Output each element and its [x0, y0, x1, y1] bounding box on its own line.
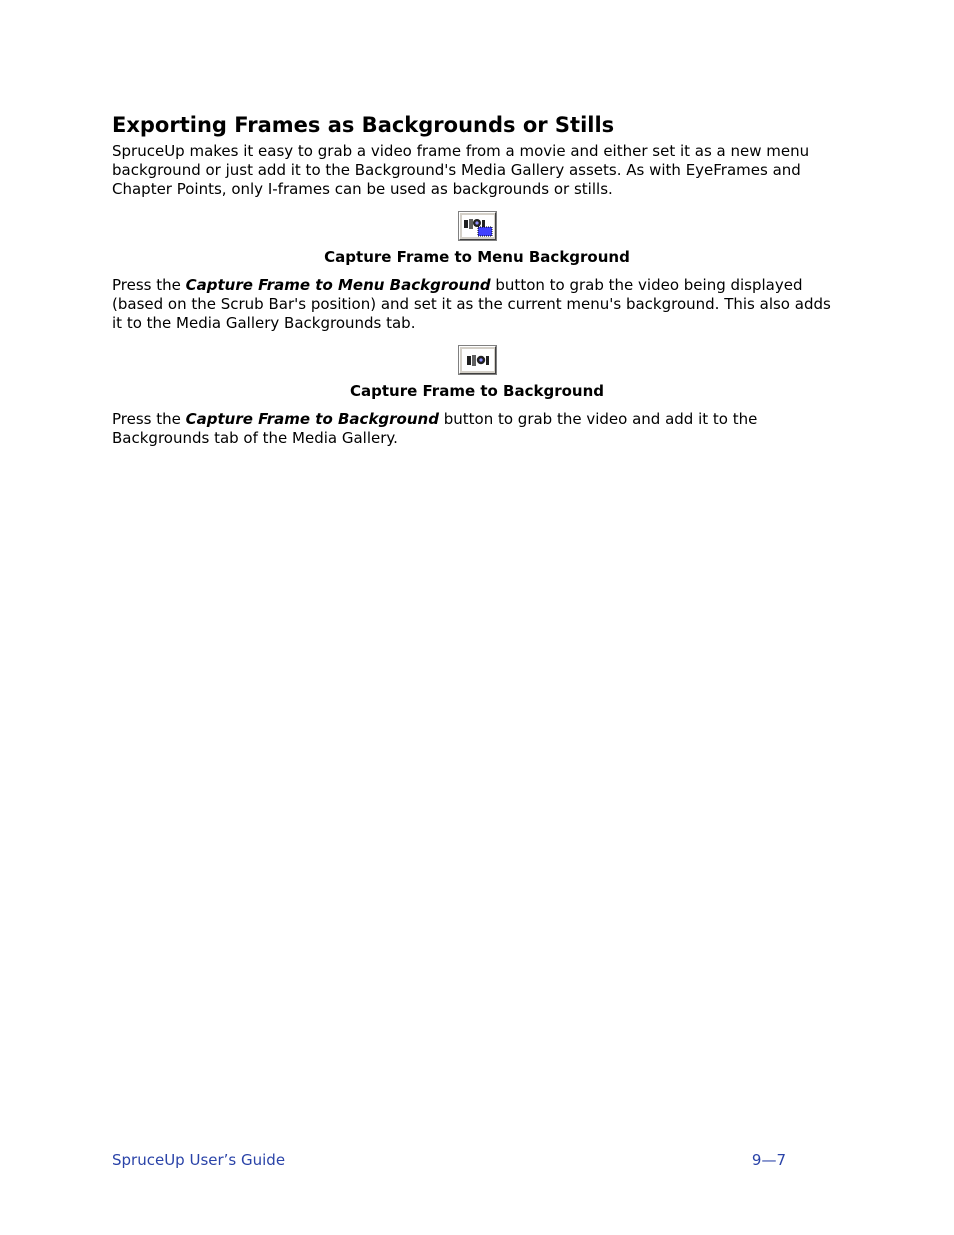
icon-row-2: [112, 346, 842, 374]
desc-emphasis: Capture Frame to Menu Background: [185, 276, 491, 294]
desc-capture-frame-to-menu-background: [112, 276, 832, 333]
page-footer: [112, 1151, 786, 1169]
capture-frame-to-menu-background-button[interactable]: [459, 212, 496, 240]
section-title: Exporting Frames as Backgrounds or Stills: [112, 113, 615, 137]
capture-frame-to-background-icon: [462, 349, 494, 371]
footer-guide-title: SpruceUp User’s Guide: [112, 1151, 286, 1169]
desc-prefix: Press the: [112, 410, 186, 428]
footer-page-number: 9—7: [751, 1151, 786, 1169]
desc-suffix: button to grab the video and add it to the Backgrounds tab of the Media Gallery.: [112, 410, 758, 447]
capture-frame-to-menu-background-icon: [462, 215, 494, 237]
capture-frame-to-background-button[interactable]: [459, 346, 496, 374]
caption-capture-frame-to-menu-background: Capture Frame to Menu Background: [324, 248, 630, 266]
desc-emphasis: Capture Frame to Background: [185, 410, 439, 428]
desc-prefix: Press the: [112, 276, 186, 294]
desc-capture-frame-to-background: [112, 410, 832, 448]
icon-row-1: [112, 212, 842, 240]
section-intro: SpruceUp makes it easy to grab a video frame from a movie and either set it as a new menu background or just add it to the Background's Media Gallery assets. As with EyeFrames and Chapter Points, only I-frames can be used as backgrounds or stills.: [112, 142, 810, 198]
desc-suffix: button to grab the video being displayed (based on the Scrub Bar's position) and set it as the current menu's background. This also adds it to the Media Gallery Backgrounds tab.: [112, 276, 831, 332]
caption-capture-frame-to-background: Capture Frame to Background: [350, 382, 604, 400]
page-content: [112, 112, 832, 448]
